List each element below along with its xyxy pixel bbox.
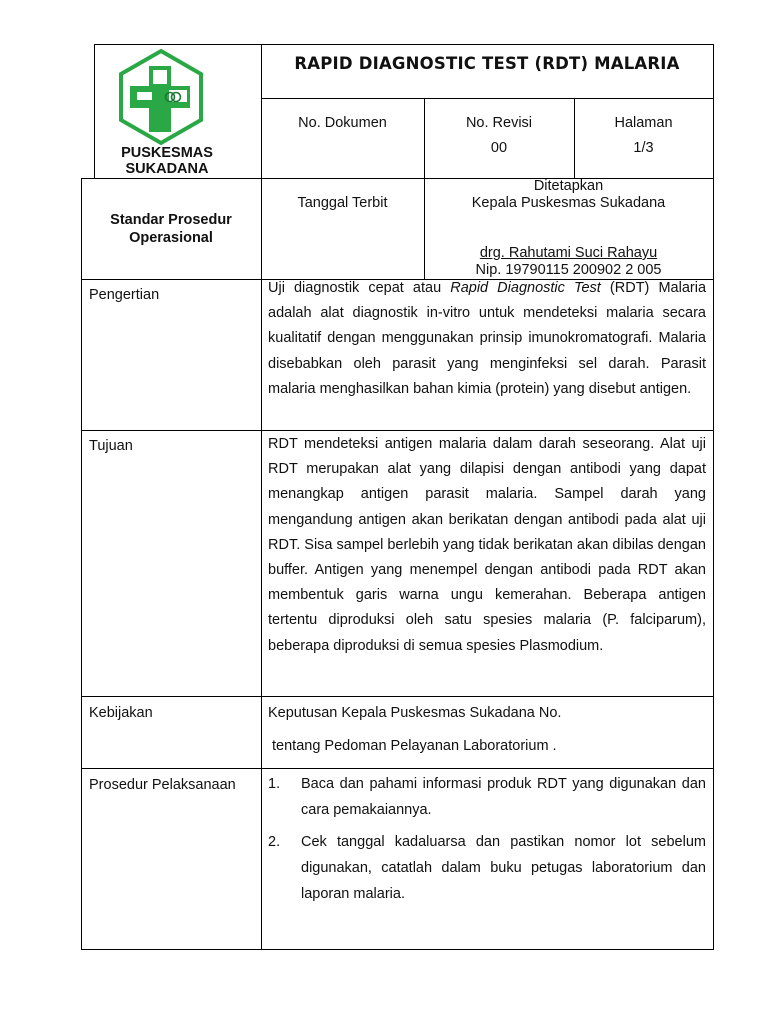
list-item-text: Baca dan pahami informasi produk RDT yang digunakan dan cara pemakaiannya. — [301, 776, 706, 818]
approved-by: Kepala Puskesmas Sukadana — [471, 195, 666, 211]
kebijakan-line2: tentang Pedoman Pelayanan Laboratorium . — [268, 738, 557, 754]
tujuan-label: Tujuan — [89, 438, 133, 454]
puskesmas-logo-icon — [117, 48, 205, 148]
list-item — [268, 829, 706, 907]
sop-label — [81, 211, 261, 247]
table-border — [261, 98, 714, 99]
table-border — [81, 430, 714, 431]
pengertian-text-part2: (RDT) Malaria adalah alat diagnostik in-vitro untuk mendeteksi malaria secara kualitatif dengan menggunakan prinsip imunokromatografi. Malaria disebabkan oleh parasit yang menginfeksi sel darah. Parasit malaria menghasilkan bahan kimia (protein) yang disebut antigen. — [268, 280, 707, 397]
pengertian-text-italic: Rapid Diagnostic Test — [450, 280, 601, 296]
table-border — [81, 768, 714, 769]
issue-date-label: Tanggal Terbit — [297, 195, 388, 211]
signer-name: drg. Rahutami Suci Rahayu — [479, 245, 658, 261]
org-name — [104, 145, 230, 177]
tujuan-paragraph: RDT mendeteksi antigen malaria dalam darah seseorang. Alat uji RDT merupakan alat yang dilapisi dengan antibodi yang dapat menangkap antigen parasit malaria. Sampel darah yang mengandung antigen akan berikatan dengan antibodi pada alat uji RDT. Sisa sampel berlebih yang tidak berikatan akan dibilas dengan buffer. Antigen yang menempel dengan antibodi pada RDT akan membentuk garis warna ungu kemerahan. Beberapa antigen tertentu diproduksi oleh satu spesies malaria (P. falciparum), beberapa diproduksi di semua spesies Plasmodium. — [268, 436, 706, 654]
page-value: 1/3 — [633, 140, 654, 156]
pengertian-text — [268, 276, 706, 402]
approval-block — [424, 178, 713, 279]
pengertian-label: Pengertian — [89, 287, 160, 303]
sop-label-line2: Operasional — [129, 230, 213, 246]
prosedur-list — [268, 771, 706, 913]
list-item-text: Cek tanggal kadaluarsa dan pastikan nomor lot sebelum digunakan, catatlah dalam buku petugas laboratorium dan laporan malaria. — [301, 834, 706, 902]
org-name-line1: PUSKESMAS — [121, 145, 213, 161]
table-border — [261, 44, 262, 949]
list-item-number: 2. — [268, 834, 281, 850]
approved-label: Ditetapkan — [533, 178, 604, 194]
table-border — [94, 44, 95, 178]
revision-value: 00 — [490, 140, 508, 156]
table-border — [81, 696, 714, 697]
pengertian-text-part1: Uji diagnostik cepat atau — [268, 280, 451, 296]
prosedur-label: Prosedur Pelaksanaan — [89, 777, 236, 793]
puskesmas-logo — [117, 48, 205, 148]
doc-no-label: No. Dokumen — [298, 115, 387, 131]
list-item — [268, 771, 706, 823]
table-border — [574, 98, 575, 178]
org-name-line2: SUKADANA — [125, 161, 209, 177]
page-label: Halaman — [614, 115, 673, 131]
table-border — [81, 178, 82, 949]
sop-label-line1: Standar Prosedur — [110, 212, 232, 228]
table-border-right — [713, 44, 714, 949]
table-border-top — [94, 44, 714, 45]
list-item-number: 1. — [268, 776, 281, 792]
tujuan-text — [268, 432, 706, 659]
kebijakan-label: Kebijakan — [89, 705, 153, 721]
signer-nip: Nip. 19790115 200902 2 005 — [475, 262, 662, 278]
kebijakan-line1: Keputusan Kepala Puskesmas Sukadana No. — [268, 705, 562, 721]
page-title: RAPID DIAGNOSTIC TEST (RDT) MALARIA — [294, 54, 680, 73]
table-border-bottom — [81, 949, 714, 950]
revision-label: No. Revisi — [465, 115, 533, 131]
